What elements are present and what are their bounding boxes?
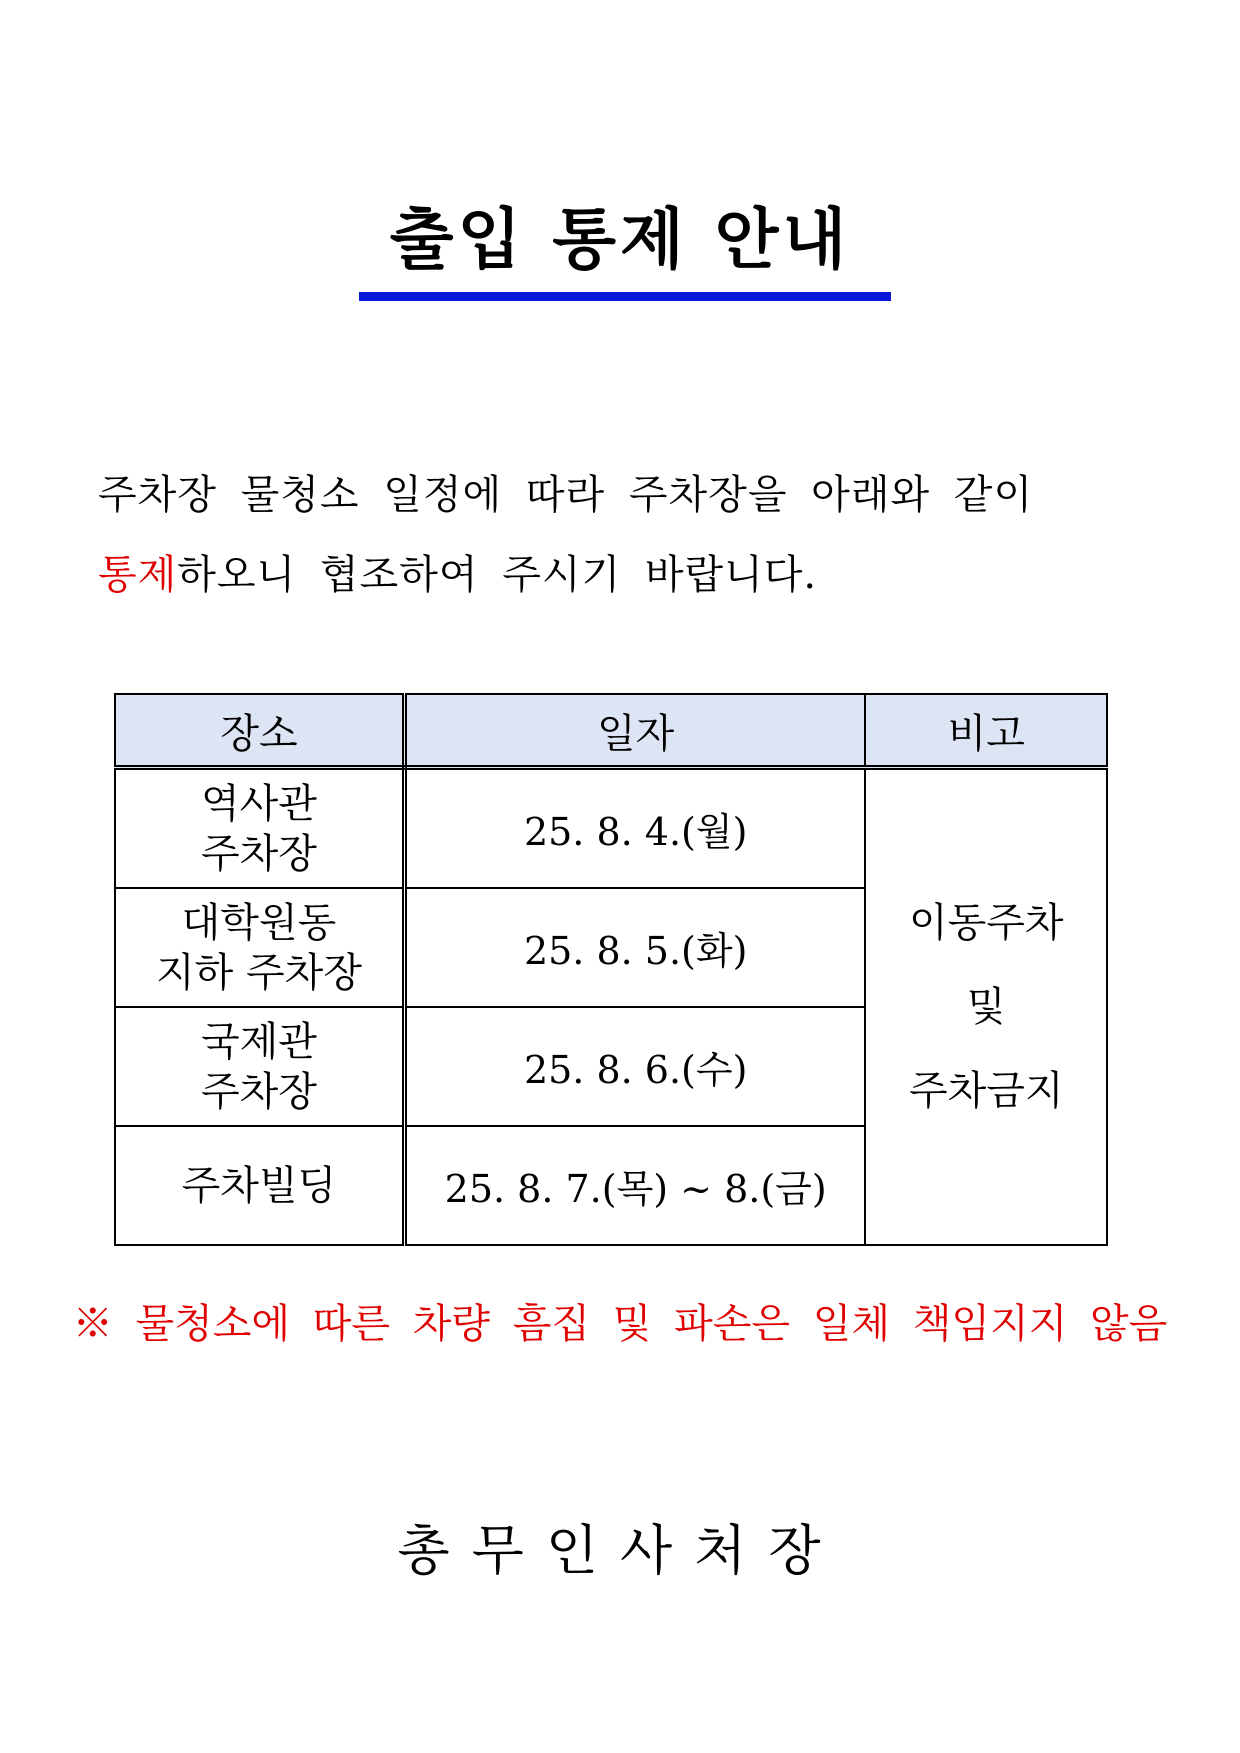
intro-line-2-rest: 하오니 협조하여 주시기 바랍니다.: [177, 552, 818, 598]
date-cell: 25. 8. 7.(목) ~ 8.(금): [404, 1126, 865, 1245]
place-cell: [115, 768, 404, 889]
date-cell: 25. 8. 5.(화): [404, 888, 865, 1007]
note-cell: [865, 768, 1107, 1246]
place-cell: [115, 1007, 404, 1126]
header-note: 비고: [865, 694, 1107, 768]
place-name: 대학원동: [181, 899, 337, 946]
date-cell: 25. 8. 4.(월): [404, 768, 865, 889]
note-line-3: 주차금지: [908, 1068, 1064, 1114]
schedule-table: [114, 693, 1108, 1246]
title-underline: [359, 292, 891, 301]
place-name: 역사관: [200, 780, 317, 827]
place-name-2: 주차장: [200, 830, 317, 877]
table-row: [115, 768, 1107, 889]
page-title: 출입 통제 안내: [389, 201, 851, 278]
intro-highlight: 통제: [98, 552, 178, 598]
place-name-2: 주차장: [200, 1068, 317, 1115]
date-cell: 25. 8. 6.(수): [404, 1007, 865, 1126]
intro-paragraph: [98, 455, 1158, 615]
place-name: 주차빌딩: [181, 1162, 337, 1209]
header-place: 장소: [115, 694, 404, 768]
note-line-1: 이동주차: [908, 900, 1064, 946]
intro-line-2: [98, 535, 1158, 615]
note-line-2: 및: [966, 984, 1006, 1030]
place-name-2: 지하 주차장: [155, 949, 362, 996]
place-name: 국제관: [200, 1018, 317, 1065]
table-header-row: [115, 694, 1107, 768]
place-cell: [115, 888, 404, 1007]
issuer-signature: 총무인사처장: [397, 1519, 843, 1582]
place-cell: [115, 1126, 404, 1245]
header-date: 일자: [404, 694, 865, 768]
intro-line-1: 주차장 물청소 일정에 따라 주차장을 아래와 같이: [98, 472, 1034, 518]
disclaimer-notice: ※ 물청소에 따른 차량 흠집 및 파손은 일체 책임지지 않음: [72, 1301, 1168, 1347]
